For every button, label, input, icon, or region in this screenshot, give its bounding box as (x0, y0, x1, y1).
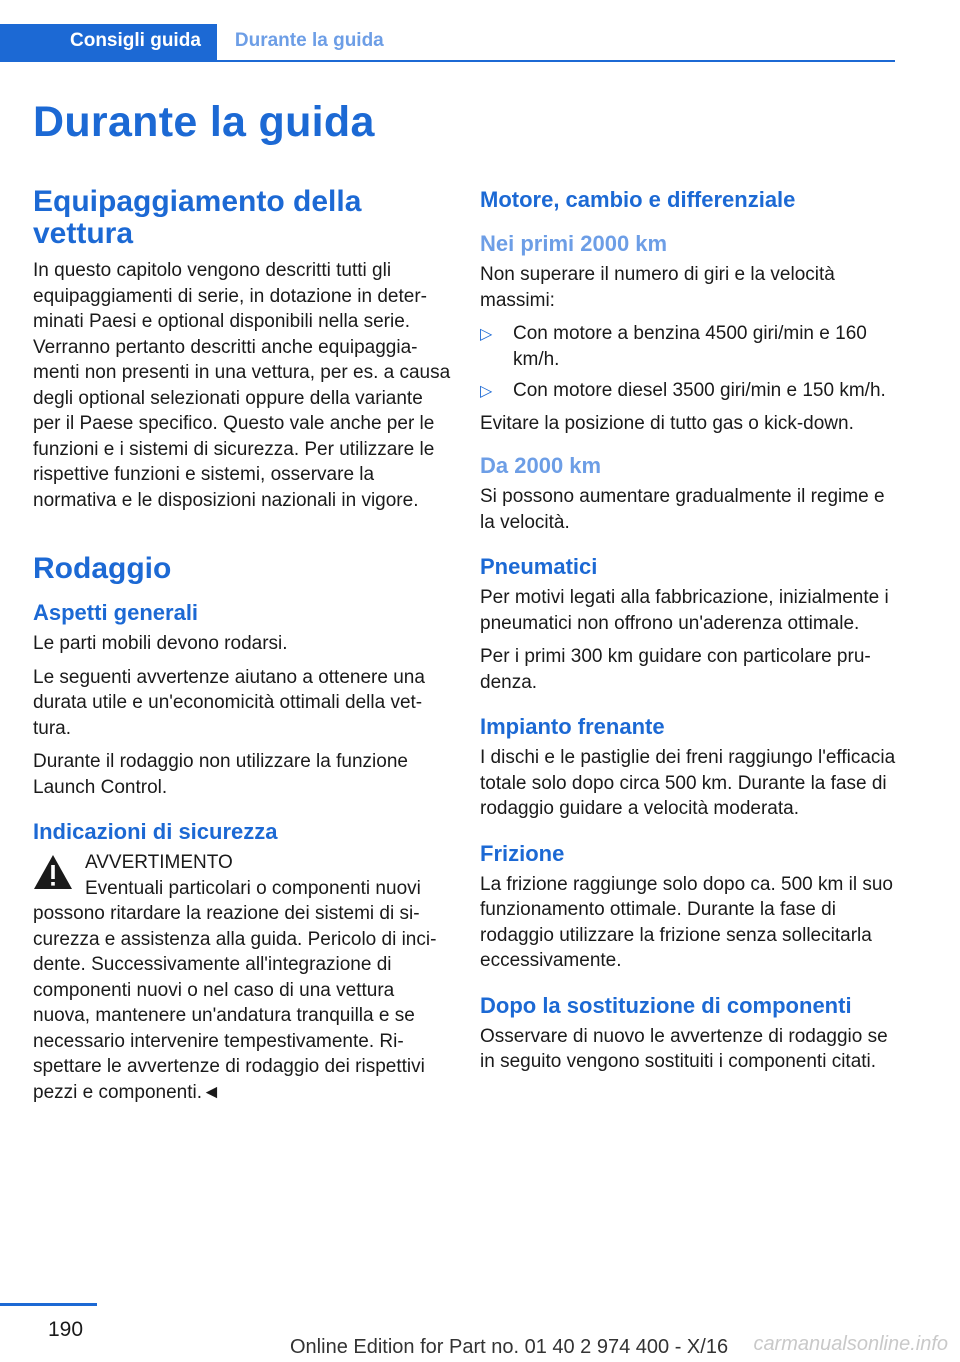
impianto-frenante-text: I dischi e le pastiglie dei freni raggiungo l'efficacia totale solo dopo circa 500 km. Durante la fase di rodaggio guidare a velocità moderata. (480, 747, 896, 819)
page-title: Durante la guida (33, 98, 375, 146)
warning-text: possono ritardare la reazione dei sistemi di sicurezza e assistenza alla guida. Pericolo di incidente. Successivamente all'integrazione di componenti nuovi o nel caso di una vettura nuova, mantenere un'andatura tranquilla e se necessario intervenire tempestivamente. Rispettare le avvertenze di rodaggio dei rispettivi pezzi e componenti.◄ (33, 903, 437, 1103)
subtitle-impianto-frenante: Impianto frenante (480, 714, 665, 739)
list-item-text: Con motore a benzina 4500 giri/min e 160 km/h. (513, 323, 867, 370)
page-number: 190 (48, 1318, 84, 1341)
general-paragraph-1: Le parti mobili devono rodarsi. (33, 633, 288, 654)
frizione-text: La frizione raggiunge solo dopo ca. 500 km il suo funzionamento ottimale. Durante la fase di rodaggio utilizzare la frizione senza sollecitarla eccessivamente. (480, 873, 893, 971)
page-number-bar (0, 1303, 97, 1306)
tab-consigli-guida[interactable]: Consigli guida (0, 24, 217, 60)
warning-triangle-icon (33, 854, 73, 890)
avoid-text: Evitare la posizione di tutto gas o kick-down. (480, 412, 854, 434)
warning-head (33, 850, 451, 901)
header-tabs (0, 24, 895, 62)
warning-head-lines (85, 850, 421, 901)
left-column (33, 186, 451, 1113)
sostituzione-text: Osservare di nuovo le avvertenze di rodaggio se in seguito vengono sostituiti i componenti citati. (480, 1025, 888, 1072)
warning-label: AVVERTIMENTO (85, 852, 233, 873)
right-column (480, 186, 898, 1083)
section-title-equipaggiamento: Equipaggiamento della vettura (33, 185, 362, 250)
pneumatici-paragraph-1: Per motivi legati alla fabbricazione, inizialmente i pneumatici non offrono un'aderenza ottimale. (480, 587, 889, 634)
bullet-triangle-icon: ▷ (480, 383, 493, 400)
subtitle-motore: Motore, cambio e differenziale (480, 187, 796, 212)
list-item (480, 378, 898, 405)
section-title-rodaggio: Rodaggio (33, 552, 172, 585)
subtitle-frizione: Frizione (480, 840, 565, 866)
subtitle-primi-2000: Nei primi 2000 km (480, 231, 668, 256)
subtitle-da-2000: Da 2000 km (480, 453, 602, 478)
warning-box (33, 850, 451, 1105)
primi-2000-text: Non superare il numero di giri e la velocità massimi: (480, 264, 835, 311)
watermark: carmanualsonline.info (753, 1333, 948, 1355)
list-item-text: Con motore diesel 3500 giri/min e 150 km/h. (513, 380, 886, 401)
tab-durante-la-guida[interactable]: Durante la guida (234, 30, 384, 51)
warning-first-line: Eventuali particolari o componenti nuovi (85, 877, 421, 899)
general-paragraph-3: Durante il rodaggio non utilizzare la funzione Launch Control. (33, 751, 408, 798)
subtitle-sostituzione-componenti: Dopo la sostituzione di componenti (480, 992, 852, 1018)
subtitle-indicazioni-sicurezza: Indicazioni di sicurezza (33, 819, 278, 844)
equipaggiamento-text: In questo capitolo vengono descritti tutti gli equipaggiamenti di serie, in dotazione in determinati Paesi e optional disponibili nella serie. Verranno pertanto descritti anche equipaggiamenti non presenti in una vettura, per es. a causa degli optional selezionati oppure della variante per il Paese specifico. Questo vale anche per le funzioni e i sistemi di sicurezza. Per utilizzare le rispettive funzioni e sistemi, osservare la normativa e le disposizioni nazionali in vigore. (33, 260, 451, 511)
da-2000-text: Si possono aumentare gradualmente il regime e la velocità. (480, 486, 885, 533)
footer-edition: Online Edition for Part no. 01 40 2 974 400 - X/16 (290, 1336, 729, 1358)
general-paragraph-2: Le seguenti avvertenze aiutano a ottenere una durata utile e un'economicità ottimali della vettura. (33, 666, 425, 739)
pneumatici-paragraph-2: Per i primi 300 km guidare con particolare prudenza. (480, 646, 871, 693)
bullet-triangle-icon: ▷ (480, 326, 493, 343)
list-item (480, 321, 898, 372)
subtitle-pneumatici: Pneumatici (480, 554, 598, 579)
speed-limits-list (480, 321, 898, 405)
subtitle-aspetti-generali: Aspetti generali (33, 600, 199, 625)
